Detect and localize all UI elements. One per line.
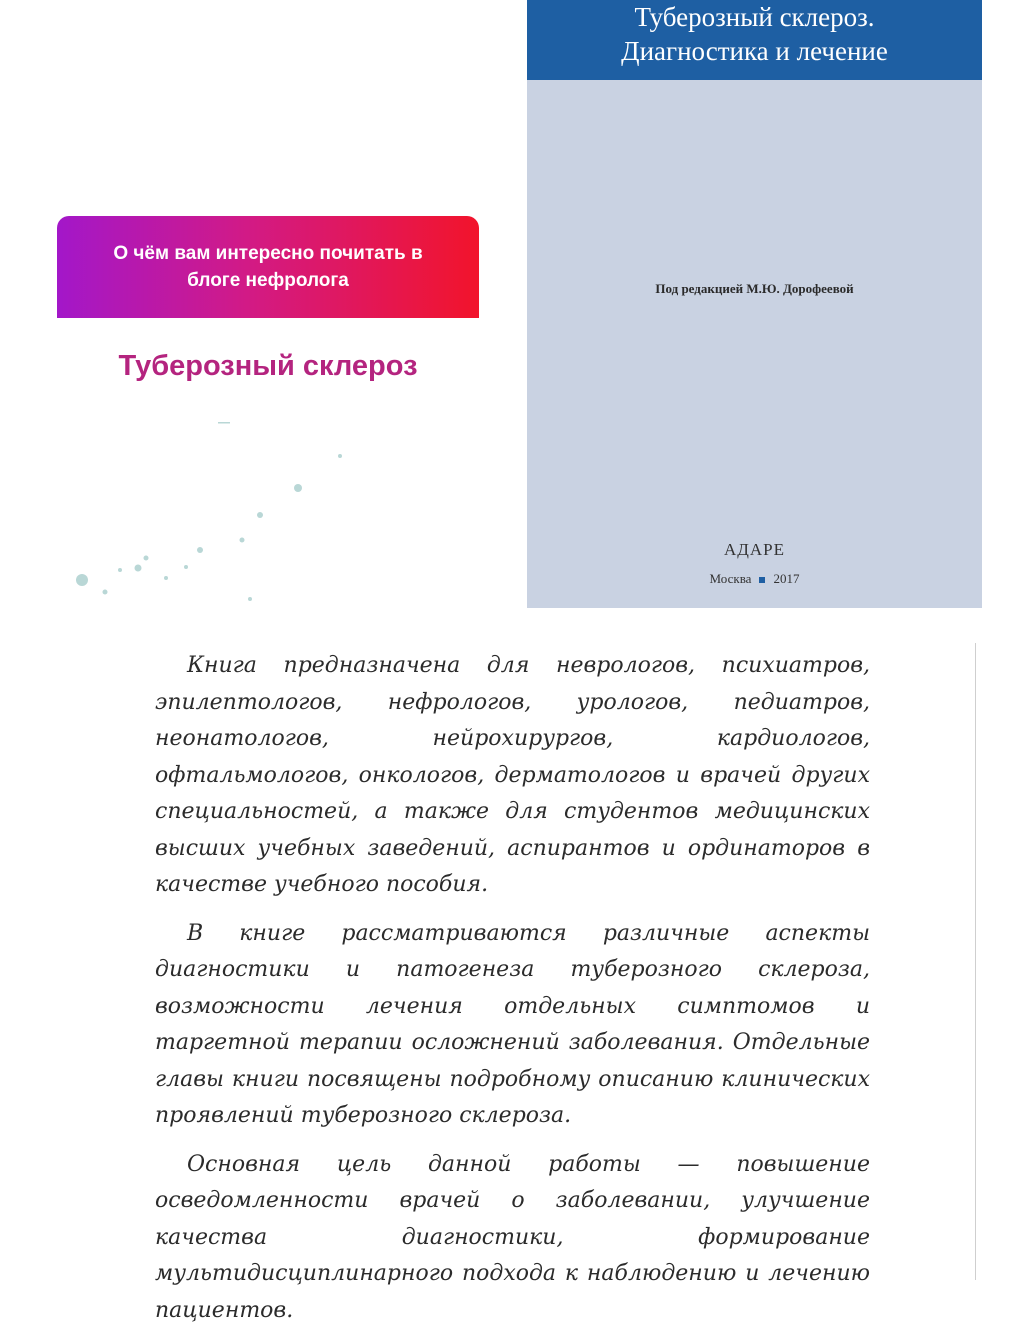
decorative-dots [60, 420, 380, 620]
annotation-text [155, 648, 870, 1341]
cover-publisher: АДАРЕ [724, 540, 785, 559]
answer-text: Туберозный склероз [118, 350, 418, 382]
cover-title-line-1: Туберозный склероз. [634, 2, 875, 32]
page-edge-divider [975, 643, 976, 1280]
paragraph-2: В книге рассматриваются различные аспекты диагностики и патогенеза туберозного склероза, возможности лечения отдельных симптомов и таргетной терапии осложнений заболевания. Отдельные главы книги посвящены подробному описанию клинических проявлений туберозного склероза. [155, 920, 870, 1128]
paragraph-3: Основная цель данной работы — повышение осведомленности врачей о заболевании, улучшение качества диагностики, формирование мультидисциплинарного подхода к наблюдению и лечению пациентов. [155, 1151, 870, 1323]
cover-title [527, 0, 982, 80]
cover-title-line-2: Диагностика и лечение [621, 36, 888, 66]
question-text: О чём вам интересно почитать в блоге нефролога [113, 243, 423, 291]
cover-editor: Под редакцией М.Ю. Дорофеевой [655, 281, 854, 296]
cover-city: Москва [709, 571, 752, 586]
question-banner [57, 216, 479, 318]
cover-imprint [527, 571, 982, 587]
cover-year: 2017 [773, 571, 800, 586]
book-cover [527, 0, 982, 608]
paragraph-1: Книга предназначена для неврологов, психиатров, эпилептологов, нефрологов, урологов, педиатров, неонатологов, нейрохирургов, кардиологов, офтальмологов, онкологов, дерматологов и врачей других специальностей, а также для студентов медицинских высших учебных заведений, аспирантов и ординаторов в качестве учебного пособия. [155, 653, 870, 897]
square-bullet-icon [759, 577, 765, 583]
